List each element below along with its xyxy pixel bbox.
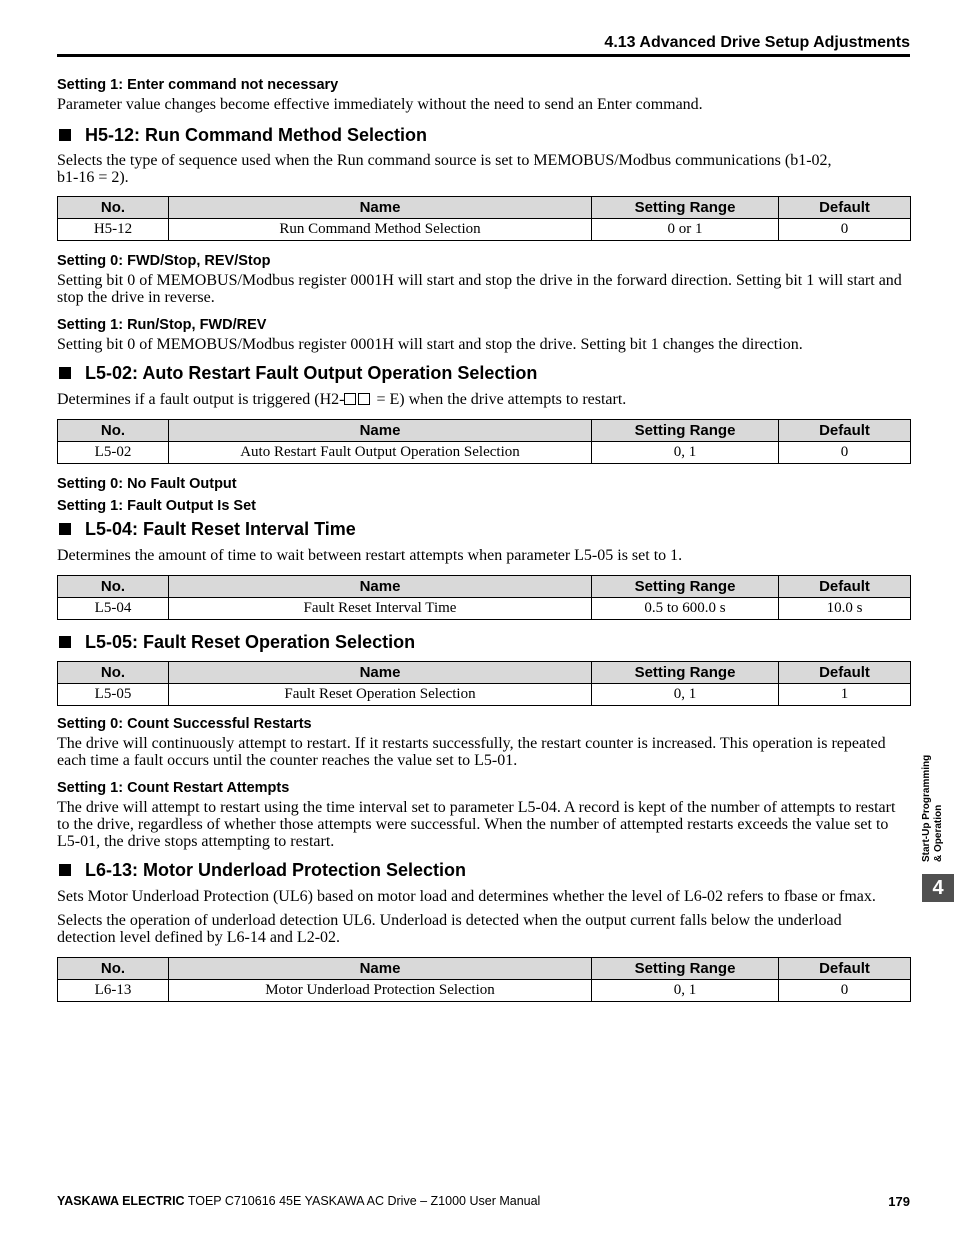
parameter-table-l5-02 [57, 419, 911, 464]
setting-text: Setting bit 0 of MEMOBUS/Modbus register 0001H will start and stop the drive. Setting bit 1 changes the direction. [57, 336, 803, 353]
cell-default: 0 [779, 219, 911, 241]
section-description: Selects the operation of underload detection UL6. Underload is detected when the output current falls below the underload detection level defined by L6-14 and L2-02. [57, 912, 842, 946]
section-heading-text: L5-02: Auto Restart Fault Output Operation Selection [85, 363, 538, 383]
cell-name: Motor Underload Protection Selection [169, 980, 592, 1002]
section-heading-l5-02 [57, 362, 910, 384]
cell-range: 0, 1 [592, 684, 779, 706]
section-heading-text: L6-13: Motor Underload Protection Selection [85, 860, 467, 880]
table-header-row [58, 958, 911, 980]
setting-text: Parameter value changes become effective immediately without the need to send an Enter command. [57, 96, 703, 113]
cell-range: 0 or 1 [592, 219, 779, 241]
col-header-default: Default [779, 958, 911, 980]
col-header-default: Default [779, 576, 911, 598]
page-content [57, 76, 910, 1002]
setting-title: Setting 1: Count Restart Attempts [57, 780, 290, 796]
col-header-no: No. [58, 197, 169, 219]
square-bullet-icon [59, 129, 71, 141]
cell-default: 0 [779, 980, 911, 1002]
setting-text: The drive will attempt to restart using the time interval set to parameter L5-04. A record is kept of the number of attempts to restart to the drive, regardless of whether those attempts were successful. When the number of attempted restarts exceeds the value set to L5-01, the drive stops attempting to restart. [57, 799, 896, 850]
cell-range: 0, 1 [592, 442, 779, 464]
square-bullet-icon [59, 367, 71, 379]
setting-text: The drive will continuously attempt to restart. If it restarts successfully, the restart counter is increased. This operation is repeated each time a fault occurs until the counter reaches the value set to L5-01. [57, 735, 886, 769]
col-header-range: Setting Range [592, 958, 779, 980]
col-header-no: No. [58, 958, 169, 980]
section-heading-l5-04 [57, 518, 910, 540]
side-chapter-label [921, 734, 951, 862]
col-header-no: No. [58, 420, 169, 442]
table-row [58, 219, 911, 241]
section-description: Sets Motor Underload Protection (UL6) based on motor load and determines whether the level of L6-02 refers to fbase or fmax. [57, 888, 876, 905]
cell-no: L5-02 [58, 442, 169, 464]
table-header-row [58, 197, 911, 219]
table-row [58, 684, 911, 706]
cell-name: Fault Reset Interval Time [169, 598, 592, 620]
cell-name: Run Command Method Selection [169, 219, 592, 241]
parameter-table-l5-04 [57, 575, 911, 620]
section-heading-l5-05 [57, 631, 910, 653]
cell-name: Fault Reset Operation Selection [169, 684, 592, 706]
col-header-default: Default [779, 420, 911, 442]
parameter-table-l6-13 [57, 957, 911, 1002]
description-part: = E) when the drive attempts to restart. [372, 391, 627, 408]
col-header-name: Name [169, 420, 592, 442]
side-label-line: Start-Up Programming [921, 754, 932, 862]
cell-default: 1 [779, 684, 911, 706]
cell-no: L5-04 [58, 598, 169, 620]
placeholder-box-icon [344, 393, 356, 405]
col-header-no: No. [58, 576, 169, 598]
section-heading-text: L5-05: Fault Reset Operation Selection [85, 632, 416, 652]
cell-range: 0.5 to 600.0 s [592, 598, 779, 620]
description-part: Determines if a fault output is triggered (H2- [57, 391, 345, 408]
setting-title: Setting 1: Fault Output Is Set [57, 498, 256, 514]
page-header-title: 4.13 Advanced Drive Setup Adjustments [604, 34, 910, 51]
footer-doc-title: TOEP C710616 45E YASKAWA AC Drive – Z1000 User Manual [184, 1194, 541, 1208]
setting-title: Setting 0: No Fault Output [57, 476, 237, 492]
cell-default: 0 [779, 442, 911, 464]
section-description: Selects the type of sequence used when the Run command source is set to MEMOBUS/Modbus communications (b1-02, b1-16 = 2). [57, 152, 832, 186]
col-header-range: Setting Range [592, 197, 779, 219]
section-description [57, 391, 910, 408]
square-bullet-icon [59, 636, 71, 648]
square-bullet-icon [59, 523, 71, 535]
header-rule [57, 54, 910, 57]
col-header-name: Name [169, 576, 592, 598]
section-description: Determines the amount of time to wait between restart attempts when parameter L5-05 is set to 1. [57, 547, 683, 564]
table-row [58, 442, 911, 464]
placeholder-box-icon [358, 393, 370, 405]
section-heading-h5-12 [57, 124, 910, 146]
table-header-row [58, 576, 911, 598]
col-header-name: Name [169, 662, 592, 684]
page-number: 179 [888, 1194, 910, 1209]
table-row [58, 980, 911, 1002]
side-chapter-label-text [921, 734, 945, 862]
setting-text: Setting bit 0 of MEMOBUS/Modbus register 0001H will start and stop the drive in the forward direction. Setting bit 1 will start and stop the drive in reverse. [57, 272, 902, 306]
side-label-line: & Operation [933, 804, 944, 862]
section-heading-l6-13 [57, 859, 910, 881]
section-heading-text: L5-04: Fault Reset Interval Time [85, 519, 356, 539]
cell-no: H5-12 [58, 219, 169, 241]
cell-name: Auto Restart Fault Output Operation Selection [169, 442, 592, 464]
footer-brand: YASKAWA ELECTRIC [57, 1194, 185, 1208]
cell-default: 10.0 s [779, 598, 911, 620]
cell-no: L6-13 [58, 980, 169, 1002]
col-header-range: Setting Range [592, 662, 779, 684]
section-heading-text: H5-12: Run Command Method Selection [85, 125, 428, 145]
setting-title: Setting 1: Run/Stop, FWD/REV [57, 317, 267, 333]
chapter-tab: 4 [922, 874, 954, 902]
cell-range: 0, 1 [592, 980, 779, 1002]
footer-doc-info [57, 1194, 540, 1208]
col-header-name: Name [169, 958, 592, 980]
col-header-name: Name [169, 197, 592, 219]
table-row [58, 598, 911, 620]
setting-title: Setting 0: Count Successful Restarts [57, 716, 312, 732]
table-header-row [58, 420, 911, 442]
col-header-default: Default [779, 197, 911, 219]
col-header-no: No. [58, 662, 169, 684]
parameter-table-h5-12 [57, 196, 911, 241]
setting-title: Setting 0: FWD/Stop, REV/Stop [57, 253, 271, 269]
cell-no: L5-05 [58, 684, 169, 706]
table-header-row [58, 662, 911, 684]
setting-title: Setting 1: Enter command not necessary [57, 77, 339, 93]
col-header-default: Default [779, 662, 911, 684]
parameter-table-l5-05 [57, 661, 911, 706]
col-header-range: Setting Range [592, 420, 779, 442]
square-bullet-icon [59, 864, 71, 876]
col-header-range: Setting Range [592, 576, 779, 598]
